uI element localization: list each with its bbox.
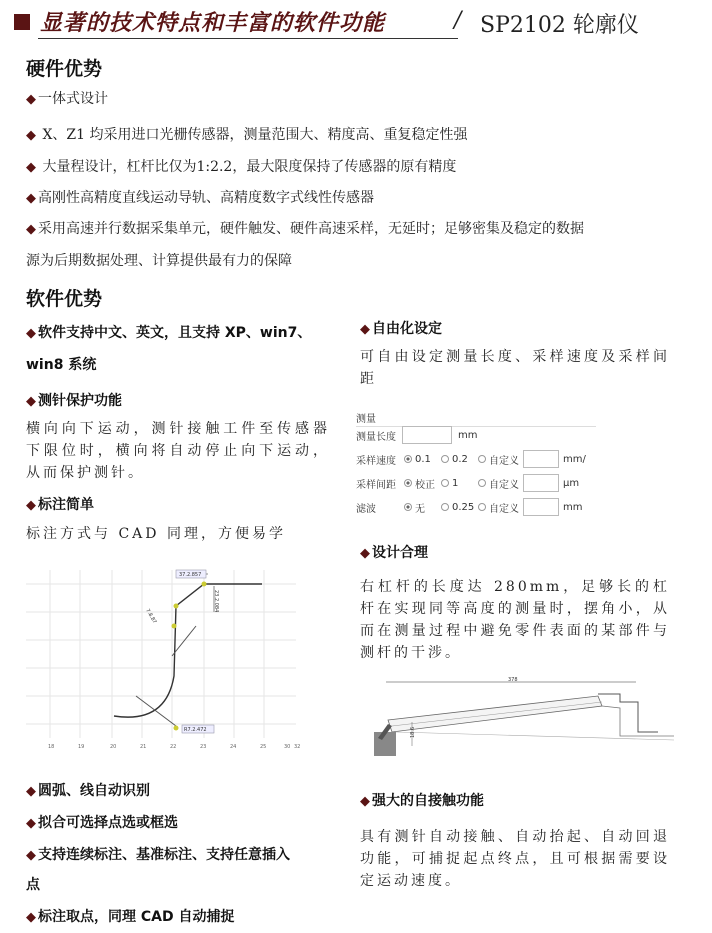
- interval-radio-custom[interactable]: [478, 479, 486, 487]
- fit-item-text: 拟合可选择点选或框选: [38, 815, 178, 831]
- design-title: [360, 542, 428, 562]
- cad-tick: 23: [200, 744, 207, 750]
- contact-title: [360, 790, 484, 810]
- probe-text: 横向向下运动，测针接触工件至传感器下限位时，横向将自动停止向下运动，从而保护测针。: [26, 421, 330, 481]
- software-heading: 软件优势: [26, 288, 103, 310]
- hw-item-3: [26, 156, 456, 176]
- interval-unit: μm: [563, 477, 580, 489]
- free-title-text: 自由化设定: [372, 321, 442, 337]
- diamond-icon: ◆: [26, 816, 36, 831]
- diamond-icon: ◆: [26, 326, 36, 341]
- title-underline: [38, 38, 458, 39]
- speed-custom: 自定义: [489, 455, 519, 467]
- design-text: 右杠杆的长度达 280mm，足够长的杠杆在实现同等高度的测量时，摆角小，从而在测量过程中避免零件表面的某部件与测杆的干涉。: [360, 579, 670, 661]
- cad-tick: 19: [78, 744, 85, 750]
- measure-settings-panel: [356, 408, 606, 520]
- interval-opt1: 校正: [415, 479, 435, 491]
- interval-opt2: 1: [452, 477, 459, 489]
- speed-opt2: 0.2: [452, 453, 468, 465]
- diamond-icon: ◆: [360, 322, 370, 337]
- diamond-icon: ◆: [26, 394, 36, 409]
- cad-tick: 32: [294, 744, 301, 750]
- hw-item-5-text: 采用高速并行数据采集单元，硬件触发、硬件高速采样，无延时；足够密集及稳定的数据: [38, 221, 584, 237]
- diamond-icon: ◆: [26, 160, 36, 175]
- speed-opt1: 0.1: [415, 453, 431, 465]
- arm-dim-label: 378: [508, 677, 518, 683]
- probe-title: [26, 390, 122, 410]
- measure-group: [356, 408, 596, 427]
- diamond-icon: ◆: [26, 128, 36, 143]
- interval-radio-2[interactable]: [441, 479, 449, 487]
- sw-lang-item: [26, 322, 311, 342]
- contact-text: 具有测针自动接触、自动抬起、自动回退功能，可捕捉起点终点，且可根据需要设定运动速度。: [360, 829, 670, 889]
- diamond-icon: ◆: [26, 92, 36, 107]
- title-square-icon: [14, 14, 30, 30]
- sw-lang-line1: 软件支持中文、英文，且支持 XP、win7、: [38, 325, 312, 341]
- diamond-icon: ◆: [26, 848, 36, 863]
- hw-item-5: [26, 218, 584, 238]
- filter-radio-1[interactable]: [404, 503, 412, 511]
- cad-tick: 21: [140, 744, 147, 750]
- filter-opt1: 无: [415, 503, 425, 515]
- cad-point: [202, 582, 207, 587]
- sw-lang-line2: win8 系统: [26, 357, 97, 373]
- interval-input[interactable]: [523, 474, 559, 492]
- filter-row: [356, 498, 582, 516]
- diamond-icon: ◆: [360, 546, 370, 561]
- cont-item-text: 支持连续标注、基准标注、支持任意插入: [38, 847, 290, 863]
- cad-tick: 22: [170, 744, 177, 750]
- diamond-icon: ◆: [26, 784, 36, 799]
- speed-input[interactable]: [523, 450, 559, 468]
- diamond-icon: ◆: [360, 794, 370, 809]
- speed-unit: mm/: [563, 453, 586, 465]
- speed-label: 采样速度: [356, 455, 396, 467]
- cad-tick: 20: [110, 744, 117, 750]
- speed-radio-2[interactable]: [441, 455, 449, 463]
- hw-item-3-text: 大量程设计，杠杆比仅为1:2.2，最大限度保持了传感器的原有精度: [38, 159, 457, 175]
- title-slash: /: [454, 8, 462, 33]
- free-title: [360, 318, 442, 338]
- filter-custom: 自定义: [489, 503, 519, 515]
- filter-radio-2[interactable]: [441, 503, 449, 511]
- hw-item-1-text: 一体式设计: [38, 91, 108, 107]
- annot-title: [26, 494, 94, 514]
- cad-annotation-figure: [26, 566, 304, 756]
- hardware-heading: 硬件优势: [26, 58, 103, 80]
- diamond-icon: ◆: [26, 222, 36, 237]
- length-label: 测量长度: [356, 431, 396, 443]
- cad-tick: 18: [48, 744, 55, 750]
- pick-item: [26, 906, 234, 926]
- interval-row: [356, 474, 579, 492]
- lever-arm-figure: [358, 676, 676, 758]
- interval-custom: 自定义: [489, 479, 519, 491]
- design-title-text: 设计合理: [372, 545, 428, 561]
- diamond-icon: ◆: [26, 191, 36, 206]
- dim-radius-label: R7.2.472: [184, 727, 207, 733]
- speed-row: [356, 450, 586, 468]
- speed-radio-1[interactable]: [404, 455, 412, 463]
- cont-item-cont: 点: [26, 877, 40, 893]
- fit-item: [26, 812, 178, 832]
- filter-opt2: 0.25: [452, 501, 475, 513]
- hw-item-2-text: X、Z1 均采用进口光栅传感器，测量范围大、精度高、重复稳定性强: [38, 127, 468, 143]
- cad-point: [172, 624, 177, 629]
- length-unit: mm: [458, 429, 478, 441]
- page-title: [14, 6, 704, 40]
- probe-title-text: 测针保护功能: [38, 393, 122, 409]
- annot-text: 标注方式与 CAD 同理，方便易学: [26, 526, 286, 542]
- dim-right-label: 23.2.084: [213, 590, 219, 613]
- cad-tick: 24: [230, 744, 237, 750]
- hw-item-4-text: 高刚性高精度直线运动导轨、高精度数字式线性传感器: [38, 190, 374, 206]
- annot-title-text: 标注简单: [38, 497, 94, 513]
- diamond-icon: ◆: [26, 498, 36, 513]
- filter-label: 滤波: [356, 503, 376, 515]
- free-text: 可自由设定测量长度、采样速度及采样间距: [360, 349, 670, 387]
- filter-radio-custom[interactable]: [478, 503, 486, 511]
- interval-radio-1[interactable]: [404, 479, 412, 487]
- interval-label: 采样间距: [356, 479, 396, 491]
- title-model: SP2102 轮廓仪: [480, 13, 639, 38]
- cont-item: [26, 844, 290, 864]
- length-input[interactable]: [402, 426, 452, 444]
- cad-point: [174, 726, 179, 731]
- cad-point: [174, 604, 179, 609]
- hw-item-2: [26, 124, 468, 144]
- arc-item: [26, 780, 150, 800]
- measure-group-label: 测量: [356, 413, 376, 425]
- arc-item-text: 圆弧、线自动识别: [38, 783, 150, 799]
- diamond-icon: ◆: [26, 910, 36, 925]
- hw-item-5-cont: 源为后期数据处理、计算提供最有力的保障: [26, 253, 292, 269]
- pick-item-text: 标注取点，同理 CAD 自动捕捉: [38, 909, 235, 925]
- dim-top-label: 37.2.857: [179, 572, 202, 578]
- arm-small-label: 18.6: [410, 726, 416, 738]
- cad-tick: 25: [260, 744, 267, 750]
- cad-tick: 30: [284, 744, 291, 750]
- filter-unit: mm: [563, 501, 583, 513]
- length-row: [356, 426, 477, 444]
- contact-title-text: 强大的自接触功能: [372, 793, 484, 809]
- title-main: 显著的技术特点和丰富的软件功能: [40, 10, 386, 36]
- hw-item-1: [26, 88, 108, 108]
- filter-input[interactable]: [523, 498, 559, 516]
- dim-slant-label: 7.8.87: [144, 608, 158, 625]
- hw-item-4: [26, 187, 374, 207]
- speed-radio-custom[interactable]: [478, 455, 486, 463]
